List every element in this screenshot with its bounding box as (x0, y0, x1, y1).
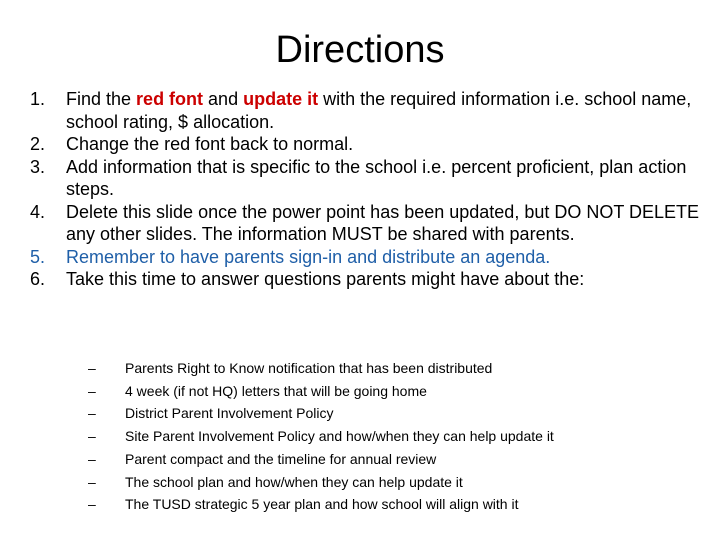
topic-text: 4 week (if not HQ) letters that will be going home (125, 382, 427, 399)
slide-title: Directions (275, 29, 445, 71)
direction-text: with the required information i.e. school name, school rating, $ allocation. (66, 89, 692, 132)
dash-bullet: – (88, 450, 96, 467)
direction-text: and (203, 89, 244, 109)
topic-item (88, 380, 688, 403)
directions-list (30, 88, 700, 291)
topic-item (88, 493, 688, 516)
topic-item (88, 425, 688, 448)
dash-bullet: – (88, 360, 96, 376)
direction-item (30, 268, 700, 291)
topic-text: The TUSD strategic 5 year plan and how school will align with it (125, 496, 519, 513)
direction-number: 4. (30, 201, 46, 222)
direction-text: Add information that is specific to the school i.e. percent proficient, plan action steps. (66, 156, 687, 199)
topic-text: Parents Right to Know notification that has been distributed (125, 360, 493, 376)
topics-list (88, 357, 688, 516)
topic-text: The school plan and how/when they can help update it (125, 473, 463, 490)
update-it-highlight: update it (243, 89, 319, 109)
direction-number: 3. (30, 156, 46, 177)
direction-text: Take this time to answer questions parents might have about the: (66, 269, 585, 289)
direction-number: 5. (30, 246, 46, 267)
topic-item (88, 471, 688, 494)
topic-item (88, 402, 688, 425)
direction-item-reminder (30, 246, 700, 269)
topic-text: Site Parent Involvement Policy and how/when they can help update it (125, 428, 554, 445)
topic-item (88, 357, 688, 380)
direction-item (30, 201, 700, 246)
dash-bullet: – (88, 382, 96, 399)
direction-text: Remember to have parents sign-in and distribute an agenda. (66, 246, 551, 267)
direction-text: Change the red font back to normal. (66, 134, 354, 154)
direction-number: 2. (30, 134, 46, 154)
topic-text: Parent compact and the timeline for annual review (125, 450, 437, 467)
dash-bullet: – (88, 496, 96, 513)
dash-bullet: – (88, 405, 96, 422)
dash-bullet: – (88, 473, 96, 490)
direction-item (30, 88, 700, 133)
direction-number: 1. (30, 89, 46, 109)
topic-item (88, 448, 688, 471)
direction-text: Find the (66, 89, 137, 109)
red-font-highlight: red font (136, 89, 204, 109)
dash-bullet: – (88, 428, 96, 445)
direction-number: 6. (30, 269, 46, 289)
topic-text: District Parent Involvement Policy (125, 405, 334, 422)
direction-text: Delete this slide once the power point has been updated, but DO NOT DELETE any other slides. The information MUST be shared with parents. (66, 201, 700, 244)
direction-item (30, 156, 700, 201)
direction-item (30, 133, 700, 156)
